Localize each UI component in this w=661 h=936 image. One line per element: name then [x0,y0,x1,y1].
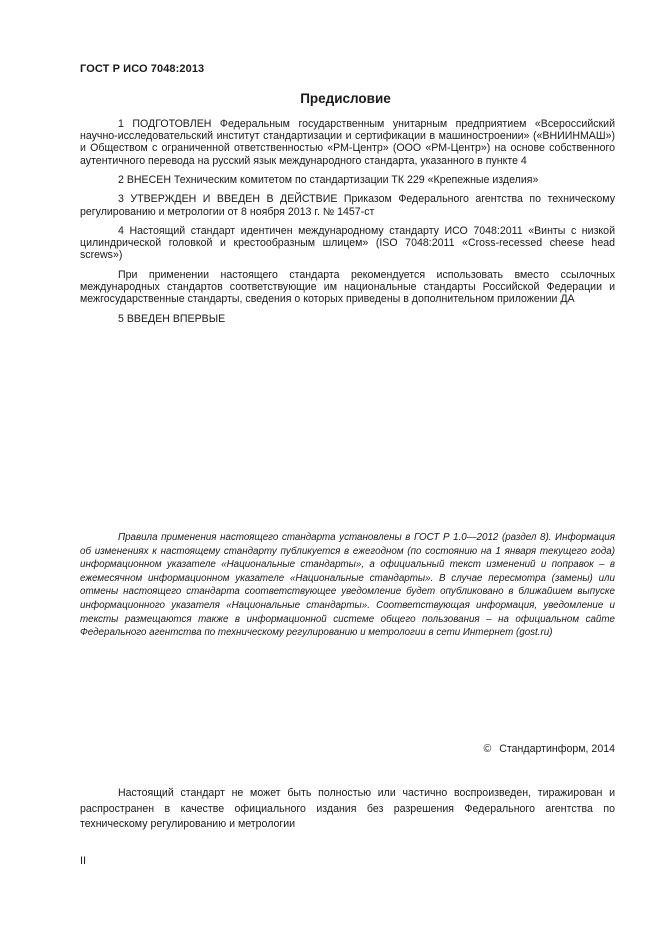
foreword-item-2: 2 ВНЕСЕН Техническим комитетом по стандартизации ТК 229 «Крепежные изделия» [118,174,539,186]
reproduction-rights-notice: Настоящий стандарт не может быть полностью или частично воспроизведен, тиражирован и распространен в качестве официального издания без разрешения Федерального агентства по техническому регулированию и метрологии [80,787,615,830]
foreword-item-4: 4 Настоящий стандарт идентичен международному стандарту ИСО 7048:2011 «Винты с низкой цилиндрической головкой и крестообразным шлицем» (ISO 7048:2011 «Cross-recessed cheese head screws») [80,224,615,262]
foreword-item-1: 1 ПОДГОТОВЛЕН Федеральным государственным унитарным предприятием «Всероссийский научно-исследовательский институт стандартизации и сертификации в машиностроении» («ВНИИНМАШ») и Обществом с ограниченной ответственностью «РМ-Центр» (ООО «РМ-Центр») на основе собственного аутентичного перевода на русский язык международного стандарта, указанного в пункте 4 [80,118,615,167]
application-rules-notice: Правила применения настоящего стандарта установлены в ГОСТ Р 1.0—2012 (раздел 8). Информация об изменениях к настоящему стандарту публикуется в ежегодном (по состоянию на 1 января текущего года) информационном указателе «Национальные стандарты», а официальный текст изменений и поправок – в ежемесячном информационном указателе «Национальные стандарты». В случае пересмотра (замены) или отмены настоящего стандарта соответствующее уведомление будет опубликовано в ближайшем выпуске информационного указателя «Национальные стандарты». Соответствующая информация, уведомление и тексты размещаются также в информационной системе общего пользования – на официальном сайте Федерального агентства по техническому регулированию и метрологии в сети Интернет (gost.ru) [80,532,615,639]
copyright-holder: Стандартинформ, 2014 [499,743,615,755]
copyright-icon: © [483,743,492,755]
foreword-item-3: 3 УТВЕРЖДЕН И ВВЕДЕН В ДЕЙСТВИЕ Приказом Федерального агентства по техническому регулированию и метрологии от 8 ноября 2013 г. № 1457-ст [80,193,615,218]
standard-code: ГОСТ Р ИСО 7048:2013 [80,63,205,75]
page-title: Предисловие [300,91,391,106]
foreword-reference-note: При применении настоящего стандарта рекомендуется использовать вместо ссылочных международных стандартов соответствующие им национальные стандарты Российской Федерации и межгосударственные стандарты, сведения о которых приведены в дополнительном приложении ДА [80,268,615,306]
foreword-item-5: 5 ВВЕДЕН ВПЕРВЫЕ [118,312,226,325]
copyright-line [483,743,615,755]
foreword-body [80,118,615,332]
page-number: II [80,855,87,867]
